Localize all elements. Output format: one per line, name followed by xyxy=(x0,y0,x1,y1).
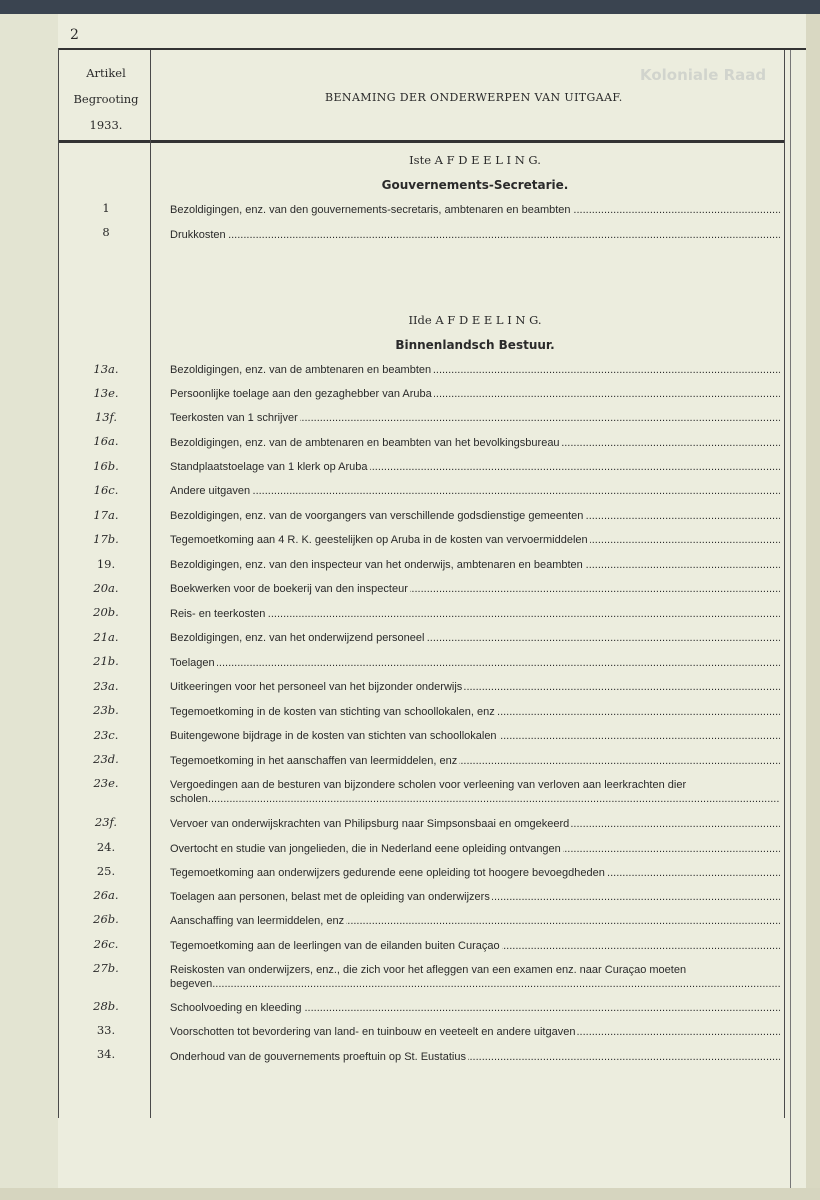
row-text-line2: scholen xyxy=(170,793,208,805)
row-description xyxy=(170,817,780,831)
scan-top-border xyxy=(0,0,820,14)
row-text: Andere uitgaven xyxy=(170,485,251,497)
article-number: 26b. xyxy=(93,912,119,926)
row-description xyxy=(170,890,780,904)
row-text: Drukkosten xyxy=(170,229,226,241)
article-number: 1 xyxy=(102,201,110,215)
row-description xyxy=(170,484,780,498)
row-text-continuation xyxy=(170,977,780,991)
table-top-rule xyxy=(58,48,806,50)
article-number: 13f. xyxy=(94,410,118,424)
page-number: 2 xyxy=(70,27,79,43)
article-number: 33. xyxy=(96,1023,116,1037)
row-text: Teerkosten van 1 schrijver xyxy=(170,412,298,424)
article-number: 26a. xyxy=(93,888,119,902)
row-text: Tegemoetkoming aan de leerlingen van de eilanden buiten Curaçao xyxy=(170,940,500,952)
article-number: 16b. xyxy=(93,459,119,473)
header-year-label: 1933. xyxy=(89,118,123,132)
row-description xyxy=(170,842,780,856)
row-text: Vergoedingen aan de besturen van bijzondere scholen voor verleening van verloven aan leerkrachten dier xyxy=(170,779,687,791)
article-number: 34. xyxy=(96,1047,116,1061)
row-description xyxy=(170,914,780,928)
article-number: 23f. xyxy=(94,815,118,829)
row-description-multiline xyxy=(170,778,780,806)
row-description xyxy=(170,436,780,450)
row-description xyxy=(170,460,780,474)
row-text: Bezoldigingen, enz. van de ambtenaren en beambten xyxy=(170,364,432,376)
row-text: Tegemoetkoming aan onderwijzers gedurende eene opleiding tot hoogere bevoegdheden xyxy=(170,867,605,879)
row-description xyxy=(170,203,780,217)
section-title: Iste A F D E E L I N G. xyxy=(409,153,541,167)
row-description xyxy=(170,729,780,743)
header-article-label: Artikel xyxy=(86,66,126,80)
article-number: 16c. xyxy=(93,483,119,497)
row-text: Persoonlijke toelage aan den gezaghebber van Aruba xyxy=(170,388,432,400)
article-number: 28b. xyxy=(93,999,119,1013)
bleed-through-text: Koloniale Raad xyxy=(640,66,767,84)
article-number: 23b. xyxy=(93,703,119,717)
scan-bottom-edge xyxy=(0,1188,820,1200)
table-left-rule xyxy=(58,48,59,1118)
article-number: 17b. xyxy=(93,532,119,546)
article-number: 16a. xyxy=(93,434,119,448)
row-text: Reiskosten van onderwijzers, enz., die zich voor het afleggen van een examen enz. naar Curaçao moeten xyxy=(170,964,687,976)
row-text: Onderhoud van de gouvernements proeftuin op St. Eustatius xyxy=(170,1051,466,1063)
table-outer-rule xyxy=(790,50,791,1188)
row-text: Aanschaffing van leermiddelen, enz xyxy=(170,915,345,927)
row-text-continuation xyxy=(170,792,780,806)
row-text: Toelagen aan personen, belast met de opleiding van onderwijzers xyxy=(170,891,490,903)
row-text: Bezoldigingen, enz. van de voorgangers van verschillende godsdienstige gemeenten xyxy=(170,510,584,522)
header-budget-label: Begrooting xyxy=(73,92,139,106)
article-number: 19. xyxy=(96,557,116,571)
section-subtitle: Binnenlandsch Bestuur. xyxy=(395,338,555,352)
row-text: Voorschotten tot bevordering van land- en tuinbouw en veeteelt en andere uitgaven xyxy=(170,1026,576,1038)
row-text: Tegemoetkoming in het aanschaffen van leermiddelen, enz xyxy=(170,755,458,767)
section-title: IIde A F D E E L I N G. xyxy=(408,313,542,327)
row-text: Tegemoetkoming in de kosten van stichting van schoollokalen, enz xyxy=(170,706,495,718)
row-description xyxy=(170,228,780,242)
row-description-multiline xyxy=(170,963,780,991)
row-text: Schoolvoeding en kleeding xyxy=(170,1002,302,1014)
article-number: 23a. xyxy=(93,679,119,693)
row-description xyxy=(170,509,780,523)
article-number: 21b. xyxy=(93,654,119,668)
article-number: 20a. xyxy=(93,581,119,595)
article-number: 23c. xyxy=(93,728,119,742)
row-description xyxy=(170,1001,780,1015)
article-number: 26c. xyxy=(93,937,119,951)
article-number: 13a. xyxy=(93,362,119,376)
row-text: Tegemoetkoming aan 4 R. K. geestelijken op Aruba in de kosten van vervoermiddelen xyxy=(170,534,588,546)
article-number: 17a. xyxy=(93,508,119,522)
scan-right-edge xyxy=(806,14,820,1200)
article-number: 13e. xyxy=(93,386,119,400)
row-description xyxy=(170,607,780,621)
article-number: 23d. xyxy=(93,752,119,766)
row-text: Boekwerken voor de boekerij van den inspecteur xyxy=(170,583,408,595)
article-number: 27b. xyxy=(93,961,119,975)
row-description xyxy=(170,656,780,670)
article-number: 8 xyxy=(102,225,110,239)
row-text: Uitkeeringen voor het personeel van het bijzonder onderwijs xyxy=(170,681,463,693)
article-number: 23e. xyxy=(93,776,119,790)
header-description-column: BENAMING DER ONDERWERPEN VAN UITGAAF. xyxy=(325,91,623,104)
section-subtitle: Gouvernements-Secretarie. xyxy=(381,178,569,192)
row-text: Toelagen xyxy=(170,657,215,669)
row-text: Bezoldigingen, enz. van de ambtenaren en beambten van het bevolkingsbureau xyxy=(170,437,560,449)
row-text: Bezoldigingen, enz. van den gouvernements-secretaris, ambtenaren en beambten xyxy=(170,204,571,216)
article-number: 21a. xyxy=(93,630,119,644)
article-number: 25. xyxy=(96,864,116,878)
row-description xyxy=(170,754,780,768)
row-description xyxy=(170,533,780,547)
column-divider xyxy=(150,50,151,1118)
page-left-margin xyxy=(0,0,58,1200)
row-description xyxy=(170,705,780,719)
row-description xyxy=(170,411,780,425)
row-description xyxy=(170,1025,780,1039)
row-text: Buitengewone bijdrage in de kosten van stichten van schoollokalen xyxy=(170,730,497,742)
article-number: 24. xyxy=(96,840,116,854)
row-text: Bezoldigingen, enz. van den inspecteur van het onderwijs, ambtenaren en beambten xyxy=(170,559,583,571)
row-text-line2: begeven xyxy=(170,978,213,990)
row-text: Overtocht en studie van jongelieden, die in Nederland eene opleiding ontvangen xyxy=(170,843,561,855)
header-article-column xyxy=(62,60,150,138)
row-description xyxy=(170,387,780,401)
row-text: Bezoldigingen, enz. van het onderwijzend personeel xyxy=(170,632,425,644)
row-text: Vervoer van onderwijskrachten van Philipsburg naar Simpsonsbaai en omgekeerd xyxy=(170,818,570,830)
row-description xyxy=(170,939,780,953)
row-description xyxy=(170,558,780,572)
table-right-rule xyxy=(784,50,785,1118)
row-text: Standplaatstoelage van 1 klerk op Aruba xyxy=(170,461,368,473)
row-description xyxy=(170,680,780,694)
header-bottom-rule xyxy=(58,140,784,143)
row-description xyxy=(170,1050,780,1064)
row-text: Reis- en teerkosten xyxy=(170,608,266,620)
row-description xyxy=(170,866,780,880)
row-description xyxy=(170,582,780,596)
article-number: 20b. xyxy=(93,605,119,619)
row-description xyxy=(170,631,780,645)
row-description xyxy=(170,363,780,377)
